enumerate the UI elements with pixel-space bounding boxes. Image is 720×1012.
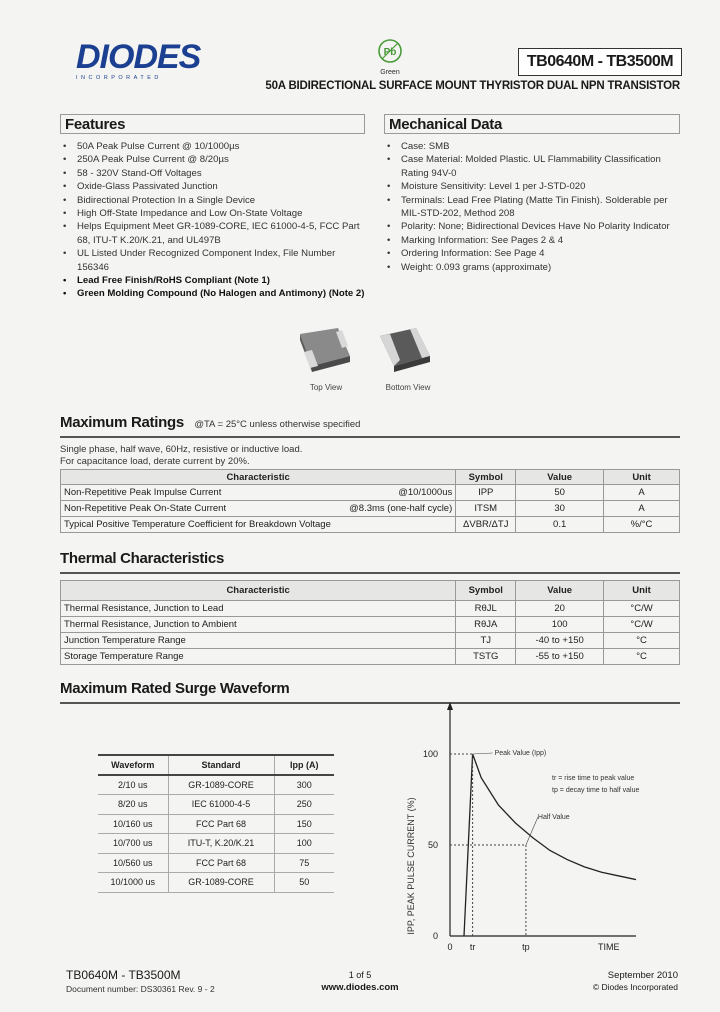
feature-item: • High Off-State Impedance and Low On-State Voltage <box>60 207 365 220</box>
thermal-title: Thermal Characteristics <box>60 550 225 567</box>
ratings-header-characteristic: Characteristic <box>61 470 456 485</box>
surge-header-waveform: Waveform <box>98 755 168 775</box>
peak-value-annotation: Peak Value (Ipp) <box>494 750 547 757</box>
surge-row <box>98 873 334 893</box>
thermal-cell-characteristic: Thermal Resistance, Junction to Ambient <box>61 617 456 633</box>
logo-subtext: INCORPORATED <box>76 75 162 81</box>
page-subtitle: 50A BIDIRECTIONAL SURFACE MOUNT THYRISTOR DUAL NPN TRANSISTOR <box>265 80 680 92</box>
ratings-cell-characteristic <box>61 501 456 517</box>
thermal-row <box>61 601 680 617</box>
surge-cell-standard: GR-1089-CORE <box>168 873 274 893</box>
top-view-figure <box>296 326 356 392</box>
surge-header-ipp: Ipp (A) <box>274 755 334 775</box>
mechanical-item: • Moisture Sensitivity: Level 1 per J-STD-020 <box>384 180 680 193</box>
surge-waveform-chart <box>390 700 680 958</box>
surge-row <box>98 814 334 834</box>
ratings-cell-symbol: ΔVBR/ΔTJ <box>456 517 516 533</box>
ratings-header-symbol: Symbol <box>456 470 516 485</box>
green-badge <box>371 38 409 74</box>
surge-cell-standard: IEC 61000-4-5 <box>168 795 274 815</box>
thermal-cell-characteristic: Thermal Resistance, Junction to Lead <box>61 601 456 617</box>
surge-cell-standard: FCC Part 68 <box>168 814 274 834</box>
surge-cell-ipp: 100 <box>274 834 334 854</box>
features-section <box>60 114 365 301</box>
thermal-header-unit: Unit <box>604 581 680 601</box>
smb-bottom-view-image <box>376 326 432 378</box>
thermal-cell-value: 100 <box>516 617 604 633</box>
surge-table <box>98 754 334 893</box>
thermal-header-value: Value <box>516 581 604 601</box>
surge-row <box>98 834 334 854</box>
surge-cell-ipp: 150 <box>274 814 334 834</box>
surge-cell-waveform: 10/700 us <box>98 834 168 854</box>
thermal-cell-symbol: TJ <box>456 633 516 649</box>
surge-cell-ipp: 300 <box>274 775 334 795</box>
badge-symbol: Pb <box>383 47 397 58</box>
thermal-rule <box>60 572 680 574</box>
ratings-note-1: Single phase, half wave, 60Hz, resistive or inductive load. <box>60 444 303 455</box>
surge-row <box>98 795 334 815</box>
footer-doc-number: Document number: DS30361 Rev. 9 - 2 <box>66 984 215 994</box>
footer-date: September 2010 <box>607 970 678 981</box>
footer-part-number: TB0640M - TB3500M <box>66 968 181 982</box>
ratings-condition: @TA = 25°C unless otherwise specified <box>194 419 361 430</box>
ratings-section <box>60 414 680 533</box>
y-axis-arrow <box>447 702 453 710</box>
thermal-header-characteristic: Characteristic <box>61 581 456 601</box>
bottom-view-caption: Bottom View <box>385 383 431 392</box>
leaf-pb-icon <box>377 38 403 64</box>
mechanical-list <box>384 140 680 274</box>
ratings-note-2: For capacitance load, derate current by 20%. <box>60 455 250 467</box>
feature-item: • Bidirectional Protection In a Single Device <box>60 194 365 207</box>
thermal-section <box>60 550 680 665</box>
surge-cell-ipp: 75 <box>274 853 334 873</box>
ratings-condition-text: @8.3ms (one-half cycle) <box>349 503 453 514</box>
mechanical-section <box>384 114 680 274</box>
surge-cell-waveform: 10/560 us <box>98 853 168 873</box>
diodes-logo <box>76 40 200 80</box>
ratings-characteristic-text: Non-Repetitive Peak Impulse Current <box>64 487 222 498</box>
thermal-cell-symbol: TSTG <box>456 649 516 665</box>
ratings-row <box>61 485 680 501</box>
tr-definition-annotation: tr = rise time to peak value <box>552 775 635 782</box>
thermal-cell-symbol: RθJA <box>456 617 516 633</box>
surge-row <box>98 775 334 795</box>
surge-cell-waveform: 2/10 us <box>98 775 168 795</box>
part-number-box: TB0640M - TB3500M <box>518 48 682 76</box>
feature-item: • Helps Equipment Meet GR-1089-CORE, IEC 61000-4-5, FCC Part 68, ITU-T K.20/K.21, and UL497B <box>60 220 365 247</box>
ratings-rule <box>60 436 680 438</box>
ratings-cell-unit: A <box>604 501 680 517</box>
surge-cell-waveform: 10/160 us <box>98 814 168 834</box>
thermal-cell-value: -40 to +150 <box>516 633 604 649</box>
thermal-row <box>61 649 680 665</box>
y-tick-label: 100 <box>422 749 438 759</box>
ratings-cell-symbol: IPP <box>456 485 516 501</box>
ratings-title: Maximum Ratings <box>60 414 184 431</box>
thermal-cell-value: -55 to +150 <box>516 649 604 665</box>
ratings-cell-characteristic <box>61 517 456 533</box>
bottom-view-figure <box>376 326 440 392</box>
badge-label: Green <box>380 69 400 76</box>
mechanical-item: • Weight: 0.093 grams (approximate) <box>384 261 680 274</box>
mechanical-item: • Terminals: Lead Free Plating (Matte Tin Finish). Solderable per MIL-STD-202, Method 208 <box>384 194 680 221</box>
ratings-cell-symbol: ITSM <box>456 501 516 517</box>
ratings-cell-characteristic <box>61 485 456 501</box>
ratings-cell-value: 0.1 <box>516 517 604 533</box>
ratings-cell-unit: %/°C <box>604 517 680 533</box>
footer-copyright: © Diodes Incorporated <box>592 982 678 992</box>
feature-item-bold: • Lead Free Finish/RoHS Compliant (Note 1) <box>60 274 365 287</box>
thermal-header-symbol: Symbol <box>456 581 516 601</box>
smb-top-view-image <box>296 326 352 378</box>
feature-item: • 250A Peak Pulse Current @ 8/20µs <box>60 153 365 166</box>
footer-page-number: 1 of 5 <box>348 970 372 980</box>
thermal-cell-unit: °C <box>604 633 680 649</box>
thermal-table <box>60 580 680 665</box>
x-tick-label: tp <box>522 942 530 952</box>
y-tick-label: 0 <box>432 931 438 941</box>
ratings-row <box>61 517 680 533</box>
chart-x-axis-label: TIME <box>598 942 620 952</box>
feature-item: • 50A Peak Pulse Current @ 10/1000µs <box>60 140 365 153</box>
features-list <box>60 140 365 301</box>
ratings-row <box>61 501 680 517</box>
mechanical-item: • Polarity: None; Bidirectional Devices Have No Polarity Indicator <box>384 220 680 233</box>
feature-item-bold: • Green Molding Compound (No Halogen and Antimony) (Note 2) <box>60 287 365 300</box>
surge-header-standard: Standard <box>168 755 274 775</box>
thermal-row <box>61 617 680 633</box>
x-tick-label: 0 <box>447 942 453 952</box>
thermal-cell-characteristic: Storage Temperature Range <box>61 649 456 665</box>
feature-item: • 58 - 320V Stand-Off Voltages <box>60 167 365 180</box>
surge-cell-standard: FCC Part 68 <box>168 853 274 873</box>
thermal-cell-characteristic: Junction Temperature Range <box>61 633 456 649</box>
feature-item: • Oxide-Glass Passivated Junction <box>60 180 365 193</box>
thermal-cell-unit: °C/W <box>604 617 680 633</box>
thermal-row <box>61 633 680 649</box>
top-view-caption: Top View <box>309 383 343 392</box>
ratings-characteristic-text: Typical Positive Temperature Coefficient for Breakdown Voltage <box>64 519 331 530</box>
peak-value-leader <box>473 753 493 754</box>
ratings-characteristic-text: Non-Repetitive Peak On-State Current <box>64 503 227 514</box>
surge-row <box>98 853 334 873</box>
surge-title: Maximum Rated Surge Waveform <box>60 680 290 697</box>
thermal-cell-unit: °C <box>604 649 680 665</box>
surge-cell-waveform: 10/1000 us <box>98 873 168 893</box>
footer-url-link[interactable]: www.diodes.com <box>321 982 399 993</box>
chart-y-axis-label: IPP, PEAK PULSE CURRENT (%) <box>406 797 416 935</box>
mechanical-title: Mechanical Data <box>384 114 680 134</box>
ratings-header-value: Value <box>516 470 604 485</box>
thermal-cell-symbol: RθJL <box>456 601 516 617</box>
feature-item: • UL Listed Under Recognized Component Index, File Number 156346 <box>60 247 365 274</box>
x-tick-label: tr <box>469 942 476 952</box>
half-value-annotation: Half Value <box>537 814 570 821</box>
surge-cell-standard: ITU-T, K.20/K.21 <box>168 834 274 854</box>
ratings-header-unit: Unit <box>604 470 680 485</box>
surge-cell-standard: GR-1089-CORE <box>168 775 274 795</box>
surge-cell-waveform: 8/20 us <box>98 795 168 815</box>
logo-text: DIODES <box>76 38 201 76</box>
ratings-table <box>60 469 680 533</box>
y-tick-label: 50 <box>427 840 438 850</box>
ratings-cell-value: 50 <box>516 485 604 501</box>
thermal-cell-value: 20 <box>516 601 604 617</box>
surge-cell-ipp: 250 <box>274 795 334 815</box>
thermal-cell-unit: °C/W <box>604 601 680 617</box>
mechanical-item: • Ordering Information: See Page 4 <box>384 247 680 260</box>
mechanical-item: • Case Material: Molded Plastic. UL Flammability Classification Rating 94V-0 <box>384 153 680 180</box>
features-title: Features <box>60 114 365 134</box>
ratings-cell-unit: A <box>604 485 680 501</box>
ratings-condition-text: @10/1000us <box>398 487 453 498</box>
tp-definition-annotation: tp = decay time to half value <box>552 787 640 794</box>
mechanical-item: • Marking Information: See Pages 2 & 4 <box>384 234 680 247</box>
mechanical-item: • Case: SMB <box>384 140 680 153</box>
ratings-cell-value: 30 <box>516 501 604 517</box>
surge-cell-ipp: 50 <box>274 873 334 893</box>
